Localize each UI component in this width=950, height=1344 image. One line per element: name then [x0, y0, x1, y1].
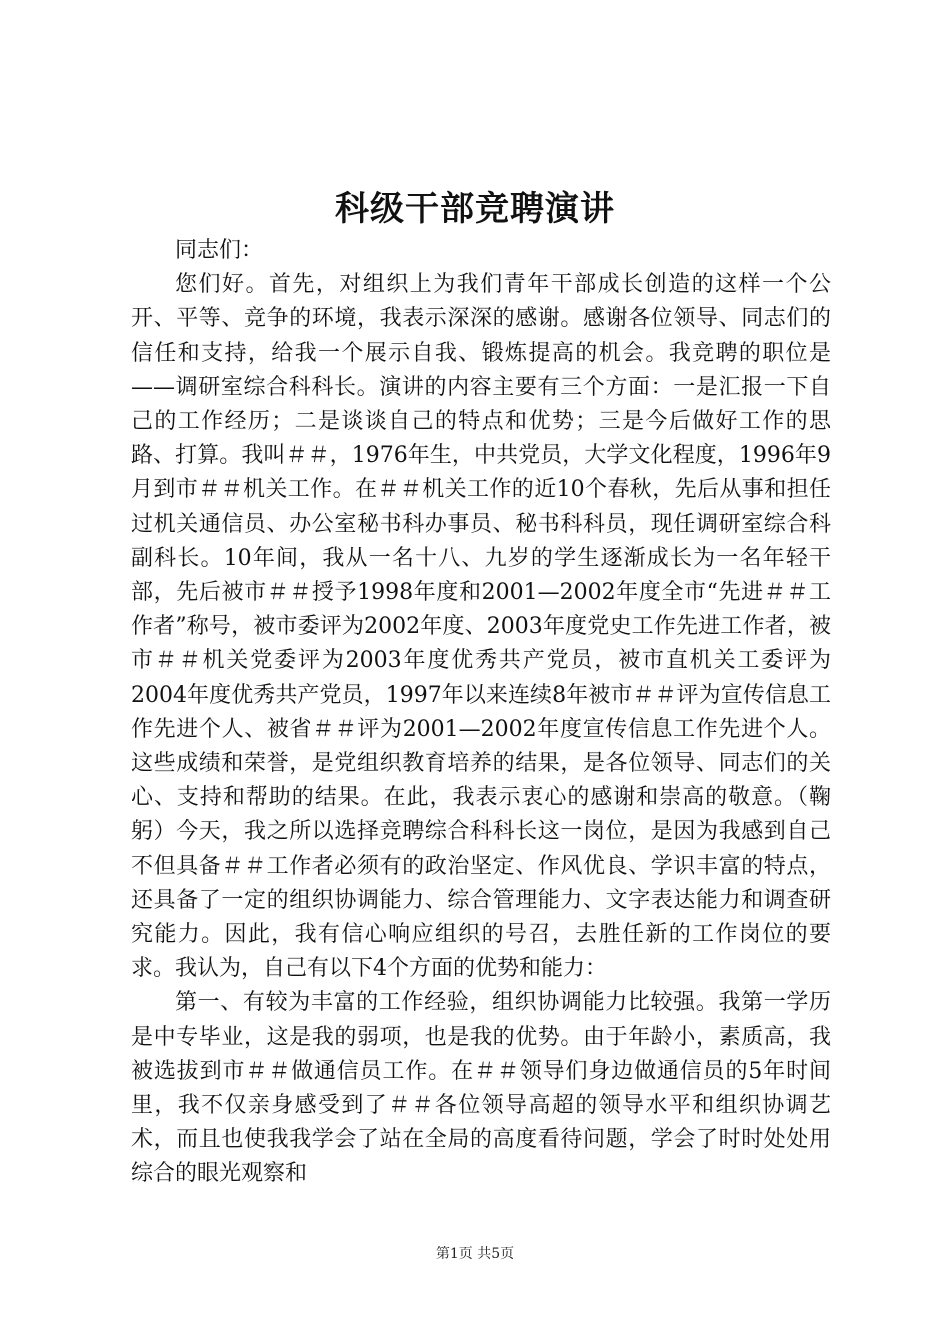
paragraph-introduction: 您们好。首先，对组织上为我们青年干部成长创造的这样一个公开、平等、竞争的环境，我表示深深的感谢。感谢各位领导、同志们的信任和支持，给我一个展示自我、锻炼提高的机会。我竞聘的职位是——调研室综合科科长。演讲的内容主要有三个方面：一是汇报一下自己的工作经历；二是谈谈自己的特点和优势；三是今后做好工作的思路、打算。我叫＃＃，1976年生，中共党员，大学文化程度，1996年9月到市＃＃机关工作。在＃＃机关工作的近10个春秋，先后从事和担任过机关通信员、办公室秘书科办事员、秘书科科员，现任调研室综合科副科长。10年间，我从一名十八、九岁的学生逐渐成长为一名年轻干部，先后被市＃＃授予1998年度和2001—2002年度全市“先进＃＃工作者”称号，被市委评为2002年度、2003年度党史工作先进工作者，被市＃＃机关党委评为2003年度优秀共产党员，被市直机关工委评为2004年度优秀共产党员，1997年以来连续8年被市＃＃评为宣传信息工作先进个人、被省＃＃评为2001—2002年度宣传信息工作先进个人。这些成绩和荣誉，是党组织教育培养的结果，是各位领导、同志们的关心、支持和帮助的结果。在此，我表示衷心的感谢和崇高的敬意。（鞠躬）今天，我之所以选择竞聘综合科科长这一岗位，是因为我感到自己不但具备＃＃工作者必须有的政治坚定、作风优良、学识丰富的特点，还具备了一定的组织协调能力、综合管理能力、文字表达能力和调查研究能力。因此，我有信心响应组织的号召，去胜任新的工作岗位的要求。我认为，自己有以下4个方面的优势和能力： [131, 272, 831, 982]
paragraph-point-one: 第一、有较为丰富的工作经验，组织协调能力比较强。我第一学历是中专毕业，这是我的弱项，也是我的优势。由于年龄小，素质高，我被选拔到市＃＃做通信员工作。在＃＃领导们身边做通信员的5年时间里，我不仅亲身感受到了＃＃各位领导高超的领导水平和组织协调艺术，而且也使我我学会了站在全局的高度看待问题，学会了时时处处用综合的眼光观察和 [131, 990, 831, 1187]
page-number-footer: 第1页 共5页 [435, 1246, 515, 1262]
document-title: 科级干部竞聘演讲 [335, 189, 615, 229]
paragraph-salutation: 同志们： [175, 238, 264, 263]
document-body [131, 234, 831, 1192]
